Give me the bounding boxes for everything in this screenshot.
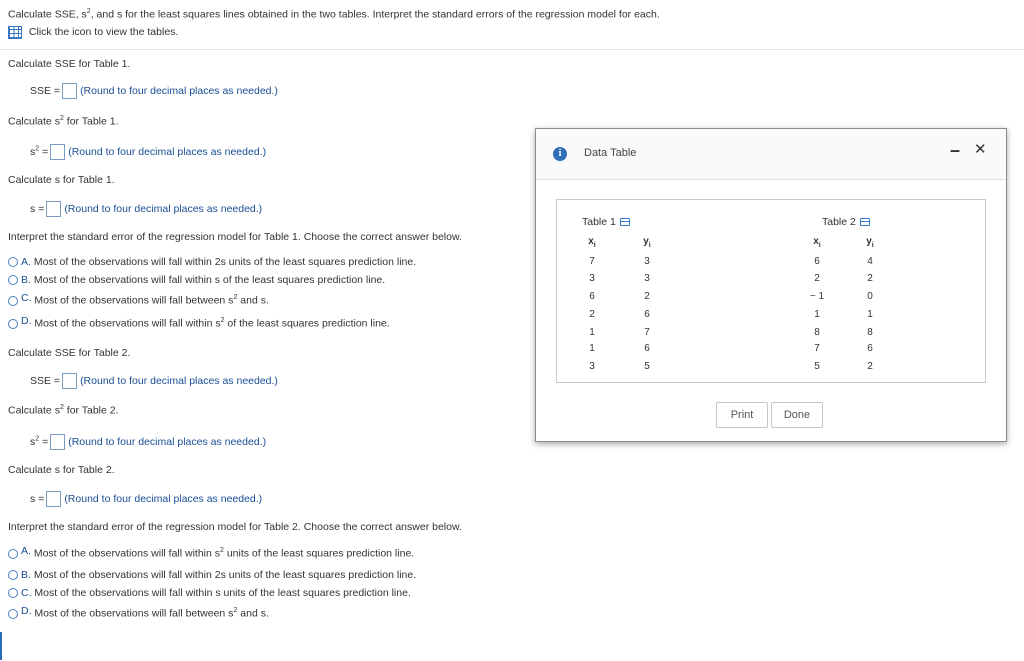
option-text: Most of the observations will fall within 2s units of the least squares prediction line. bbox=[33, 569, 417, 581]
option-text-post: and s. bbox=[237, 294, 269, 307]
table-cell-x: − 1 bbox=[809, 291, 825, 302]
s2-1-hint: (Round to four decimal places as needed.) bbox=[68, 145, 267, 158]
radio-1c[interactable] bbox=[8, 296, 18, 306]
table1-x-header bbox=[582, 236, 602, 249]
option-text: Most of the observations will fall within s bbox=[34, 317, 221, 330]
s1-hint: (Round to four decimal places as needed.) bbox=[64, 202, 263, 215]
radio-1d[interactable] bbox=[8, 319, 18, 329]
option-text: Most of the observations will fall within 2s units of the least squares prediction line. bbox=[33, 256, 417, 268]
sub: i bbox=[818, 242, 821, 249]
sup: 2 bbox=[233, 607, 238, 614]
table-cell-y: 6 bbox=[644, 343, 650, 354]
prompt-text: Calculate SSE, s bbox=[8, 8, 87, 21]
sse1-hint: (Round to four decimal places as needed.) bbox=[80, 84, 278, 97]
y-header: y bbox=[866, 236, 872, 247]
s2-2-row bbox=[30, 434, 266, 450]
sse1-input[interactable] bbox=[62, 83, 77, 99]
option-1b[interactable] bbox=[8, 274, 385, 286]
option-2b[interactable] bbox=[8, 569, 416, 581]
table-cell-x: 8 bbox=[814, 327, 820, 338]
s2-1-label-post: for Table 1. bbox=[63, 115, 119, 128]
radio-2d[interactable] bbox=[8, 609, 18, 619]
x-header: x bbox=[588, 236, 594, 247]
sup: 2 bbox=[35, 435, 40, 443]
table-cell-y: 2 bbox=[644, 291, 650, 302]
table-grid-icon[interactable] bbox=[8, 26, 22, 39]
tables-panel bbox=[556, 199, 986, 383]
table2-y-header bbox=[860, 236, 880, 249]
table-cell-y: 1 bbox=[867, 309, 873, 320]
sub: i bbox=[648, 242, 651, 249]
s2-2-label bbox=[8, 404, 119, 417]
print-button[interactable]: Print bbox=[716, 402, 768, 428]
option-letter: D. bbox=[21, 314, 32, 327]
table-cell-y: 2 bbox=[867, 361, 873, 372]
option-1d[interactable] bbox=[8, 314, 390, 330]
option-letter: A. bbox=[21, 256, 31, 268]
table-cell-y: 0 bbox=[867, 291, 873, 302]
tables-link-text[interactable]: Click the icon to view the tables. bbox=[28, 26, 179, 39]
option-text: Most of the observations will fall between s bbox=[34, 294, 234, 307]
sup: 2 bbox=[233, 294, 238, 301]
table-cell-y: 5 bbox=[644, 361, 650, 372]
x-header: x bbox=[813, 236, 819, 247]
table-cell-x: 2 bbox=[814, 273, 820, 284]
table-cell-x: 2 bbox=[589, 309, 595, 320]
scroll-marker bbox=[0, 632, 2, 660]
dialog-header bbox=[536, 129, 1006, 180]
table-cell-y: 3 bbox=[644, 256, 650, 267]
table2-x-header bbox=[807, 236, 827, 249]
s2-2-prefix: s bbox=[30, 435, 36, 448]
question-prompt bbox=[8, 8, 660, 21]
option-2c[interactable] bbox=[8, 587, 411, 599]
option-text: Most of the observations will fall within s units of the least squares prediction line. bbox=[34, 587, 411, 599]
option-text-post: units of the least squares prediction line. bbox=[223, 547, 415, 560]
sse1-prefix: SSE = bbox=[30, 84, 61, 97]
sse2-label: Calculate SSE for Table 2. bbox=[8, 347, 131, 359]
table-cell-y: 7 bbox=[644, 327, 650, 338]
option-text-post: of the least squares prediction line. bbox=[224, 317, 390, 330]
s2-row bbox=[30, 491, 262, 507]
table-cell-x: 6 bbox=[589, 291, 595, 302]
table-cell-y: 8 bbox=[867, 327, 873, 338]
sup: 2 bbox=[59, 115, 64, 122]
option-letter: B. bbox=[21, 274, 31, 286]
sub: i bbox=[593, 242, 596, 249]
s2-input[interactable] bbox=[46, 491, 61, 507]
s1-prefix: s = bbox=[30, 202, 45, 215]
table-cell-x: 5 bbox=[814, 361, 820, 372]
s2-1-eq: = bbox=[39, 145, 49, 158]
minimize-icon[interactable]: – bbox=[950, 140, 961, 160]
s2-1-label-pre: Calculate s bbox=[8, 115, 60, 128]
dialog-title: Data Table bbox=[584, 147, 637, 159]
option-text: Most of the observations will fall within s bbox=[33, 547, 221, 560]
table1-y-header bbox=[637, 236, 657, 249]
option-text-post: and s. bbox=[237, 607, 269, 620]
sub: i bbox=[871, 242, 874, 249]
s2-1-row bbox=[30, 144, 266, 160]
copy-icon[interactable] bbox=[860, 218, 870, 226]
option-letter: A. bbox=[21, 544, 31, 557]
s2-1-prefix: s bbox=[30, 145, 36, 158]
option-2a[interactable] bbox=[8, 544, 415, 560]
prompt-text-2: , and s for the least squares lines obtained in the two tables. Interpret the standard errors of the regression model for each. bbox=[90, 8, 660, 21]
sup: 2 bbox=[59, 404, 64, 411]
option-text: Most of the observations will fall within s of the least squares prediction line. bbox=[33, 274, 386, 286]
s2-2-label-pre: Calculate s bbox=[8, 404, 60, 417]
radio-2a[interactable] bbox=[8, 549, 18, 559]
y-header: y bbox=[643, 236, 649, 247]
table-cell-y: 6 bbox=[644, 309, 650, 320]
option-1a[interactable] bbox=[8, 256, 416, 268]
s2-2-label-post: for Table 2. bbox=[63, 404, 119, 417]
radio-2b[interactable] bbox=[8, 570, 18, 580]
table-cell-y: 6 bbox=[867, 343, 873, 354]
table-cell-x: 1 bbox=[814, 309, 820, 320]
prompt-sup: 2 bbox=[86, 8, 91, 15]
table1-title bbox=[582, 216, 630, 228]
done-button[interactable]: Done bbox=[771, 402, 823, 428]
sse2-prefix: SSE = bbox=[30, 374, 61, 387]
interpret1-label: Interpret the standard error of the regression model for Table 1. Choose the correct answer below. bbox=[8, 231, 462, 243]
radio-1b[interactable] bbox=[8, 275, 18, 285]
table-cell-y: 2 bbox=[867, 273, 873, 284]
s2-1-label bbox=[8, 115, 119, 128]
s2-1-input[interactable] bbox=[50, 144, 65, 160]
sup: 2 bbox=[35, 145, 40, 153]
table-cell-x: 3 bbox=[589, 273, 595, 284]
table-cell-x: 6 bbox=[814, 256, 820, 267]
table1-title-text: Table 1 bbox=[582, 216, 616, 228]
data-table-dialog bbox=[535, 128, 1007, 442]
divider bbox=[0, 49, 1024, 50]
sse1-row bbox=[30, 83, 278, 99]
option-letter: C. bbox=[21, 291, 32, 304]
table-cell-y: 3 bbox=[644, 273, 650, 284]
table-cell-x: 7 bbox=[814, 343, 820, 354]
option-text: Most of the observations will fall between s bbox=[34, 607, 234, 620]
option-letter: B. bbox=[21, 569, 31, 581]
s1-row bbox=[30, 201, 262, 217]
option-letter: C. bbox=[21, 587, 32, 599]
sse2-input[interactable] bbox=[62, 373, 77, 389]
s2-hint: (Round to four decimal places as needed.) bbox=[64, 492, 263, 505]
sup: 2 bbox=[220, 317, 225, 324]
table2-title bbox=[822, 216, 870, 228]
copy-icon[interactable] bbox=[620, 218, 630, 226]
radio-1a[interactable] bbox=[8, 257, 18, 267]
s1-label: Calculate s for Table 1. bbox=[8, 174, 115, 186]
s2-2-hint: (Round to four decimal places as needed.) bbox=[68, 435, 267, 448]
info-icon: i bbox=[553, 147, 567, 161]
sse1-label: Calculate SSE for Table 1. bbox=[8, 58, 131, 70]
option-1c[interactable] bbox=[8, 291, 269, 307]
s2-prefix: s = bbox=[30, 492, 45, 505]
s1-input[interactable] bbox=[46, 201, 61, 217]
s2-2-eq: = bbox=[39, 435, 49, 448]
sup: 2 bbox=[220, 547, 224, 554]
interpret2-label: Interpret the standard error of the regression model for Table 2. Choose the correct answer below. bbox=[8, 521, 462, 533]
option-letter: D. bbox=[21, 604, 32, 617]
option-2d[interactable] bbox=[8, 604, 269, 620]
table-cell-x: 1 bbox=[589, 343, 595, 354]
table-cell-x: 1 bbox=[589, 327, 595, 338]
s2-label: Calculate s for Table 2. bbox=[8, 464, 115, 476]
sse2-hint: (Round to four decimal places as needed.) bbox=[80, 374, 278, 387]
sse2-row bbox=[30, 373, 278, 389]
table-cell-x: 3 bbox=[589, 361, 595, 372]
radio-2c[interactable] bbox=[8, 588, 18, 598]
table-cell-x: 7 bbox=[589, 256, 595, 267]
table-cell-y: 4 bbox=[867, 256, 873, 267]
tables-link-row[interactable] bbox=[8, 26, 178, 39]
table2-title-text: Table 2 bbox=[822, 216, 856, 228]
s2-2-input[interactable] bbox=[50, 434, 65, 450]
close-icon[interactable]: ✕ bbox=[974, 141, 987, 158]
